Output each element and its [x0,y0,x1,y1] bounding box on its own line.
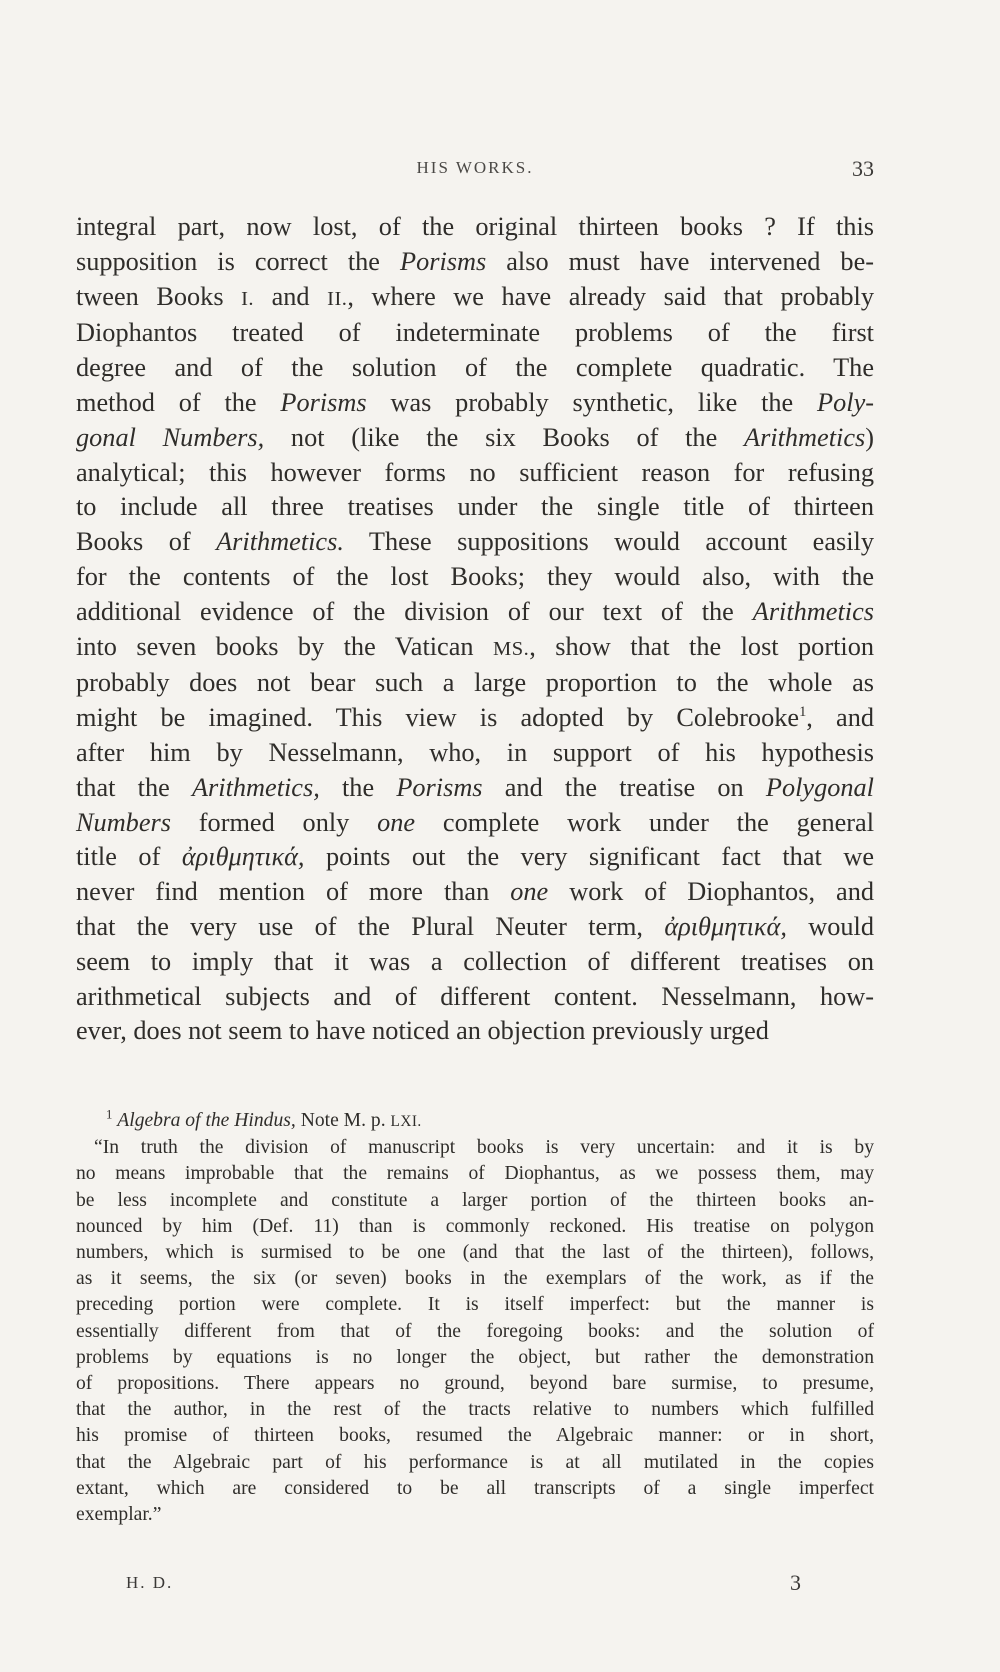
text-line [76,840,874,875]
text-run: Diophantos treated of indeterminate problems of the first [76,318,874,348]
text-line [76,280,874,317]
italic-run: Numbers [76,807,171,837]
text-line [76,736,874,771]
text-line [76,701,874,736]
text-run: formed only [170,807,378,837]
text-line [76,595,874,630]
text-run: might be imagined. This view is adopted by Colebrooke [76,703,800,733]
text-line [76,1014,874,1049]
footnote-marker: 1 [799,704,807,721]
text-run: that the Algebraic part of his performance is at all mutilated in the copies [76,1451,874,1473]
text-line [76,210,874,245]
footnote-line [76,1214,874,1240]
page-number: 33 [852,156,874,181]
text-line [76,421,874,456]
text-line [76,875,874,910]
italic-run: Arithmetics [744,422,866,452]
italic-run: Polygonal [765,772,874,802]
text-run: to include all three treatises under the single title of thirteen [76,492,874,522]
text-run: integral part, now lost, of the original thirteen books ? If this [76,212,874,241]
text-line [76,386,874,421]
text-run: exemplar.” [76,1504,162,1526]
text-run: analytical; this however forms no sufficient reason for refusing [76,457,874,487]
text-line [76,525,874,560]
text-run: not (like the six Books of the [264,422,744,452]
italic-run: ἀριθμητικά, [664,911,787,941]
italic-run: Porisms [396,772,483,802]
footnote-line [76,1476,874,1502]
footnote-line [76,1371,874,1397]
text-line [76,666,874,701]
text-run: tween Books [76,281,242,311]
text-run: seem to imply that it was a collection of different treatises on [76,946,874,976]
text-run: as it seems, the six (or seven) books in the exemplars of the work, as if the [76,1268,874,1290]
text-run: arithmetical subjects and of different content. Nesselmann, how- [76,981,874,1011]
text-run: for the contents of the lost Books; they would also, with the [76,561,874,591]
footnote-line [76,1135,874,1161]
italic-run: Algebra of the Hindus, [117,1110,296,1131]
text-run: that the very use of the Plural Neuter term, [76,911,665,941]
footnote-line [76,1292,874,1318]
italic-run: one [510,877,549,907]
text-line [76,560,874,595]
text-run: that the author, in the rest of the tracts relative to numbers which fulfilled [76,1399,874,1421]
body-text [76,210,874,1049]
italic-run: Arithmetics. [216,527,344,557]
text-run: nounced by him (Def. 11) than is commonly reckoned. His treatise on polygon [76,1215,874,1237]
footnote-line [76,1423,874,1449]
text-run: degree and of the solution of the complete quadratic. The [76,353,874,383]
footnote-quote [76,1135,874,1528]
text-run: extant, which are considered to be all transcripts of a single imperfect [76,1477,874,1499]
text-run: work of Diophantos, and [548,877,874,907]
text-run: preceding portion were complete. It is itself imperfect: but the manner is [76,1294,874,1316]
text-line [76,945,874,980]
text-run: would [786,911,874,941]
text-run: and [254,281,328,311]
text-line [76,806,874,841]
text-line [76,316,874,351]
footnote-line [76,1450,874,1476]
text-run: “In truth the division of manuscript books is very uncertain: and it is by [94,1137,874,1159]
text-run: , where we have already said that probably [347,281,874,311]
sheet-number: 3 [790,1570,801,1595]
text-run: ) [865,422,875,452]
text-line [76,456,874,491]
small-caps-run: I. [241,287,255,310]
italic-run: Porisms [280,387,367,417]
footnote-line [76,1319,874,1345]
text-run: that the [76,772,192,802]
footnote-reference [76,1108,874,1135]
text-line [76,980,874,1015]
text-run: of propositions. There appears no ground, beyond bare surmise, to presume, [76,1373,874,1395]
text-line [76,490,874,525]
text-run: , show that the lost portion [529,631,875,661]
text-run: numbers, which is surmised to be one (and that the last of the thirteen), follows, [76,1242,874,1264]
text-run: problems by equations is no longer the object, but rather the demonstration [76,1346,874,1368]
text-run: no means improbable that the remains of Diophantus, as we possess them, may [76,1163,874,1185]
text-run: never find mention of more than [76,877,511,907]
text-line [76,910,874,945]
text-run: , and [806,703,874,733]
text-run: after him by Nesselmann, who, in support of his hypothesis [76,737,874,767]
text-line [76,630,874,667]
text-run: ever, does not seem to have noticed an objection previously urged [76,1016,769,1046]
footnote-line [76,1161,874,1187]
text-run: Note M. p. [295,1110,391,1131]
text-run: points out the very significant fact that we [304,842,874,872]
text-run: title of [76,842,182,872]
text-run: be less incomplete and constitute a larger portion of the thirteen books an- [76,1189,874,1211]
small-caps-run: MS. [492,637,530,660]
italic-run: Arithmetics [752,596,874,626]
text-run: also must have intervened be- [486,246,874,276]
text-run: Books of [76,527,217,557]
text-run: probably does not bear such a large proportion to the whole as [76,668,874,698]
text-run: complete work under the general [415,807,874,837]
text-run: method of the [76,387,281,417]
footnote-line [76,1188,874,1214]
italic-run: one [377,807,416,837]
text-run: essentially different from that of the foregoing books: and the solution of [76,1320,874,1342]
running-head [76,158,874,186]
running-title: HIS WORKS. [416,158,534,177]
footnote-line [76,1345,874,1371]
small-caps-run: II. [327,287,348,310]
footnote-line [76,1266,874,1292]
text-run: the [319,772,397,802]
text-run: into seven books by the Vatican [76,631,493,661]
footnote-line [76,1397,874,1423]
signature-mark: H. D. [126,1573,174,1592]
text-run: and the treatise on [482,772,766,802]
italic-run: Arithmetics, [191,772,320,802]
italic-run: Porisms [400,246,487,276]
small-caps-run: LXI. [390,1113,422,1130]
text-run: supposition is correct the [76,246,400,276]
footnotes [76,1108,874,1528]
text-run: additional evidence of the division of our text of the [76,596,753,626]
text-line [76,771,874,806]
italic-run: ἀριθμητικά, [181,842,305,872]
italic-run: gonal Numbers, [76,422,265,452]
text-run: was probably synthetic, like the [366,387,818,417]
text-run: These suppositions would account easily [343,527,874,557]
footnote-marker: 1 [106,1107,113,1122]
footnote-line [76,1240,874,1266]
text-line [76,351,874,386]
italic-run: Poly- [817,387,874,417]
text-run: his promise of thirteen books, resumed the Algebraic manner: or in short, [76,1425,874,1447]
text-line [76,245,874,280]
footnote-line [76,1502,874,1528]
